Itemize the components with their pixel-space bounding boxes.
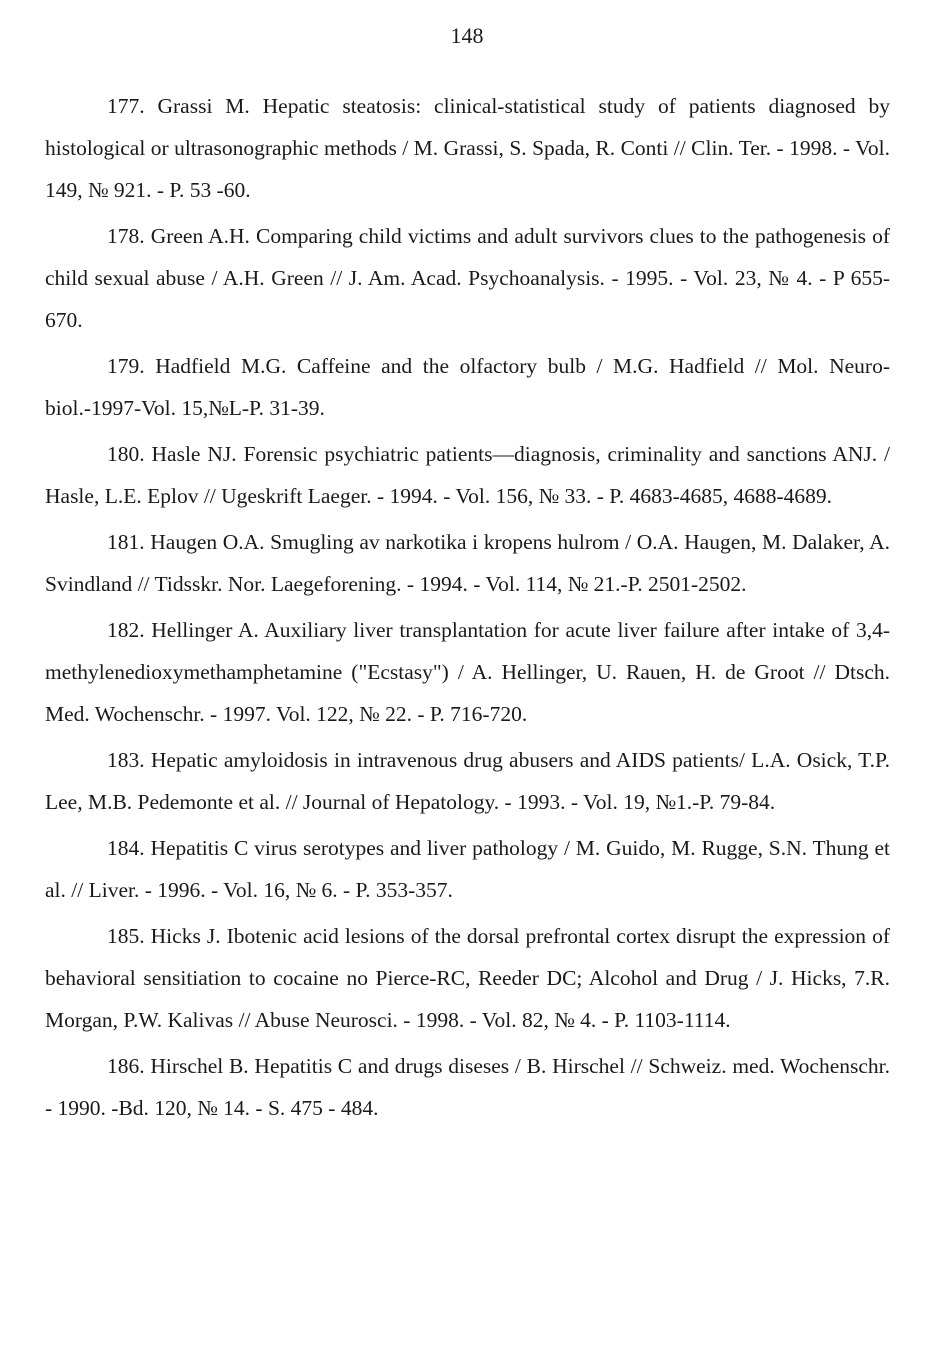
reference-item: 186. Hirschel B. Hepatitis C and drugs diseses / B. Hirschel // Schweiz. med. Wochenschr. - 1990. -Bd. 120, № 14. - S. 475 - 484. xyxy=(45,1054,890,1120)
reference-list xyxy=(45,85,890,1133)
reference-item: 185. Hicks J. Ibotenic acid lesions of the dorsal prefrontal cortex disrupt the expression of behavioral sensitiation to cocaine no Pierce-RC, Reeder DC; Alcohol and Drug / J. Hicks, 7.R. Morgan, P.W. Kalivas // Abuse Neurosci. - 1998. - Vol. 82, № 4. - P. 1103-1114. xyxy=(45,924,890,1032)
reference-item: 179. Hadfield M.G. Caffeine and the olfactory bulb / M.G. Hadfield // Mol. Neuro-biol.-1997-Vol. 15,№L-P. 31-39. xyxy=(45,354,890,420)
reference-item: 181. Haugen O.A. Smugling av narkotika i kropens hulrom / O.A. Haugen, M. Dalaker, A. Svindland // Tidsskr. Nor. Laegeforening. - 1994. - Vol. 114, № 21.-P. 2501-2502. xyxy=(45,530,890,596)
reference-item: 180. Hasle NJ. Forensic psychiatric patients—diagnosis, criminality and sanctions ANJ. / Hasle, L.E. Eplov // Ugeskrift Laeger. - 1994. - Vol. 156, № 33. - P. 4683-4685, 4688-4689. xyxy=(45,442,890,508)
reference-item: 183. Hepatic amyloidosis in intravenous drug abusers and AIDS patients/ L.A. Osick, T.P. Lee, M.B. Pedemonte et al. // Journal of Hepatology. - 1993. - Vol. 19, №1.-P. 79-84. xyxy=(45,748,890,814)
reference-item: 184. Hepatitis C virus serotypes and liver pathology / M. Guido, M. Rugge, S.N. Thung et al. // Liver. - 1996. - Vol. 16, № 6. - P. 353-357. xyxy=(45,836,890,902)
reference-item: 182. Hellinger A. Auxiliary liver transplantation for acute liver failure after intake of 3,4-methylenedioxymethamphetamine ("Ecstasy") / A. Hellinger, U. Rauen, H. de Groot // Dtsch. Med. Wochenschr. - 1997. Vol. 122, № 22. - P. 716-720. xyxy=(45,618,890,726)
reference-item: 177. Grassi M. Hepatic steatosis: clinical-statistical study of patients diagnosed by histological or ultrasonographic methods / M. Grassi, S. Spada, R. Conti // Clin. Ter. - 1998. - Vol. 149, № 921. - P. 53 -60. xyxy=(45,94,890,202)
reference-item: 178. Green A.H. Comparing child victims and adult survivors clues to the pathogenesis of child sexual abuse / A.H. Green // J. Am. Acad. Psychoanalysis. - 1995. - Vol. 23, № 4. - P 655-670. xyxy=(45,224,890,332)
page-number: 148 xyxy=(450,23,484,48)
